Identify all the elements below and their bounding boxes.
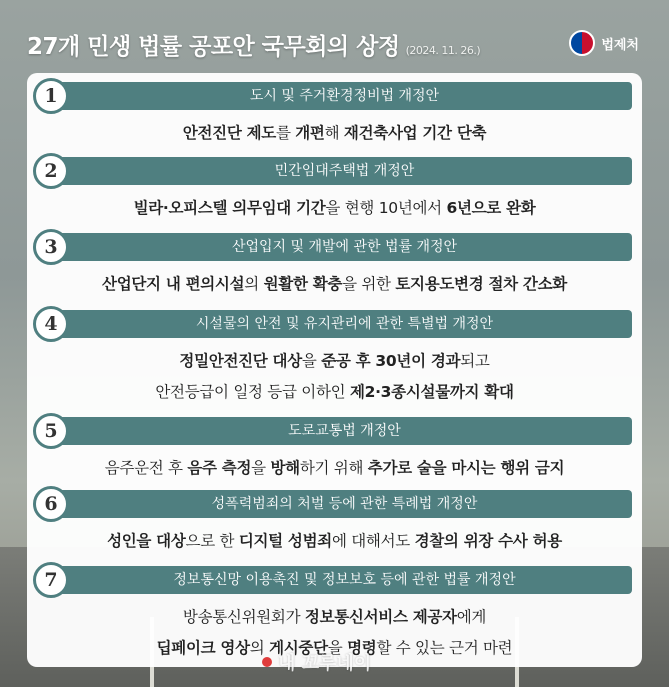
brand: [569, 30, 639, 56]
section-number-badge: 7: [33, 562, 69, 598]
description-text: 으로 한: [185, 532, 239, 550]
description-text: 안전등급이 일정 등급 이하인: [155, 383, 350, 401]
description-text: 되고: [460, 352, 490, 370]
header: [0, 0, 669, 82]
description-text: 을: [327, 639, 348, 657]
emphasis-text: 원활한 확충: [263, 275, 343, 293]
brand-name: 법제처: [601, 37, 639, 53]
description-text: 을: [301, 352, 322, 370]
section-title-bar: 정보통신망 이용촉진 및 정보보호 등에 관한 법률 개정안: [57, 566, 632, 594]
emphasis-text: 재건축사업 기간 단축: [343, 124, 487, 142]
section-number-badge: 2: [33, 153, 69, 189]
emphasis-text: 디지털 성범죄: [238, 532, 332, 550]
emphasis-text: 정보통신서비스 제공자: [304, 608, 457, 626]
emphasis-text: 추가로 술을 마시는 행위 금지: [367, 459, 565, 477]
section-description: [27, 121, 642, 143]
section-description: [27, 605, 642, 627]
section-number-badge: 4: [33, 306, 69, 342]
description-text: 하기 위해: [299, 459, 368, 477]
emphasis-text: 개편: [295, 124, 325, 142]
section-title-bar: 도시 및 주거환경정비법 개정안: [57, 82, 632, 110]
section-number-badge: 1: [33, 78, 69, 114]
description-text: 할 수 있는 근거 마련: [376, 639, 513, 657]
section-title-bar: 도로교통법 개정안: [57, 417, 632, 445]
section-description: [27, 529, 642, 551]
emphasis-text: 방해: [270, 459, 300, 477]
description-text: 을 위한: [342, 275, 396, 293]
section-title-bar: 민간임대주택법 개정안: [57, 157, 632, 185]
description-text: 에게: [456, 608, 487, 626]
description-text: 에 대해서도: [331, 532, 415, 550]
section-description: [27, 349, 642, 371]
section-description: [27, 272, 642, 294]
emphasis-text: 딥페이크 영상: [156, 639, 250, 657]
section-description: [27, 380, 642, 402]
emphasis-text: 제2·3종시설물까지 확대: [349, 383, 514, 401]
page-date: (2024. 11. 26.): [405, 44, 481, 57]
emphasis-text: 명령: [347, 639, 377, 657]
section-number-badge: 3: [33, 229, 69, 265]
emphasis-text: 준공 후 30년이 경과: [321, 352, 461, 370]
section-title-bar: 시설물의 안전 및 유지관리에 관한 특별법 개정안: [57, 310, 632, 338]
watermark-text: 내 꼬루네이: [278, 653, 372, 674]
description-text: 을: [251, 459, 271, 477]
description-text: 을 현행 10년에서: [325, 199, 447, 217]
emphasis-text: 성인을 대상: [107, 532, 186, 550]
emphasis-text: 음주 측정: [187, 459, 252, 477]
page-title: [27, 28, 480, 61]
government-emblem-icon: [569, 30, 595, 56]
description-text: 를: [275, 124, 296, 142]
content-panel: [27, 73, 642, 667]
section-description: [27, 196, 642, 218]
section-number-badge: 5: [33, 413, 69, 449]
section-number-badge: 6: [33, 486, 69, 522]
page-title-text: 27개 민생 법률 공포안 국무회의 상정: [27, 34, 400, 60]
emphasis-text: 산업단지 내 편의시설: [102, 275, 245, 293]
emphasis-text: 게시중단: [269, 639, 328, 657]
description-text: 음주운전 후: [104, 459, 188, 477]
section-description: [27, 456, 642, 478]
description-text: 해: [324, 124, 344, 142]
emphasis-text: 경찰의 위장 수사 허용: [414, 532, 562, 550]
section-title-bar: 산업입지 및 개발에 관한 법률 개정안: [57, 233, 632, 261]
watermark-dot-icon: [262, 657, 272, 667]
description-text: 방송통신위원회가: [182, 608, 305, 626]
description-text: 의: [244, 275, 264, 293]
section-title-bar: 성폭력범죄의 처벌 등에 관한 특례법 개정안: [57, 490, 632, 518]
emphasis-text: 정밀안전진단 대상: [179, 352, 302, 370]
watermark: [262, 649, 371, 675]
emphasis-text: 빌라·오피스텔 의무임대 기간: [133, 199, 326, 217]
emphasis-text: 6년으로 완화: [446, 199, 536, 217]
description-text: 의: [249, 639, 270, 657]
emphasis-text: 토지용도변경 절차 간소화: [395, 275, 567, 293]
emphasis-text: 안전진단 제도: [182, 124, 276, 142]
